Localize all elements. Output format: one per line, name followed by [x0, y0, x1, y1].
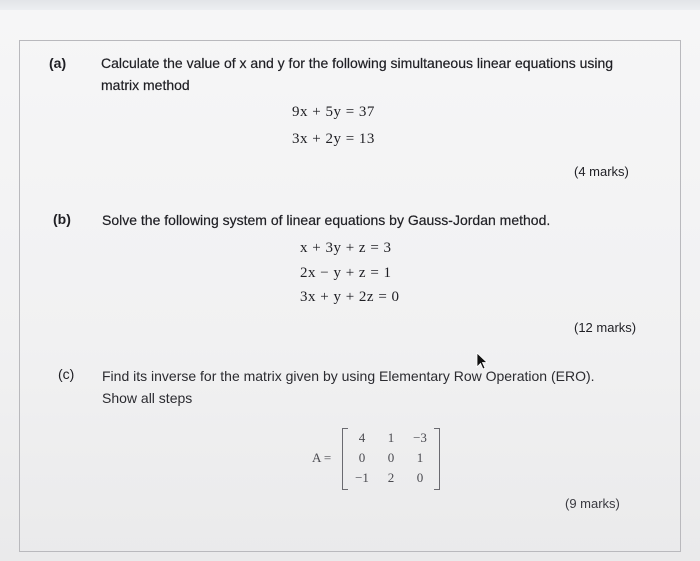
question-a-line2: matrix method — [101, 77, 190, 93]
question-c-line2: Show all steps — [102, 390, 193, 406]
matrix-cell: −1 — [355, 470, 369, 485]
matrix-label: A = — [312, 450, 332, 465]
equation-b2: 2x − y + z = 1 — [300, 265, 392, 281]
question-b-label: (b) — [53, 211, 71, 227]
matrix-cell: 2 — [387, 470, 395, 485]
question-a-marks: (4 marks) — [574, 164, 629, 179]
equation-a1: 9x + 5y = 37 — [292, 104, 375, 120]
question-c-line1: Find its inverse for the matrix given by using Elementary Row Operation (ERO). — [102, 368, 595, 384]
question-c-marks: (9 marks) — [565, 496, 620, 511]
question-c-label: (c) — [58, 366, 75, 382]
question-a-line1: Calculate the value of x and y for the following simultaneous linear equations using — [101, 55, 614, 71]
equation-b3: 3x + y + 2z = 0 — [300, 289, 400, 305]
question-a-label: (a) — [49, 55, 67, 71]
top-edge — [0, 0, 700, 10]
exam-paper — [0, 10, 700, 561]
matrix-cell: 1 — [416, 450, 424, 465]
matrix-cell: 4 — [358, 430, 366, 445]
question-b-marks: (12 marks) — [574, 320, 637, 335]
question-b-text: Solve the following system of linear equations by Gauss-Jordan method. — [102, 212, 551, 228]
equation-b1: x + 3y + z = 3 — [300, 240, 392, 256]
matrix-cell: 0 — [387, 450, 395, 465]
matrix-cell: 1 — [387, 430, 395, 445]
matrix-cell: 0 — [416, 470, 424, 485]
matrix-cell: −3 — [413, 430, 427, 445]
matrix-brackets — [342, 428, 440, 490]
question-c-text — [102, 365, 672, 409]
question-a-text — [101, 52, 681, 96]
matrix-cell: 0 — [358, 450, 366, 465]
equation-a2: 3x + 2y = 13 — [292, 131, 375, 147]
mouse-cursor-icon — [476, 352, 488, 370]
